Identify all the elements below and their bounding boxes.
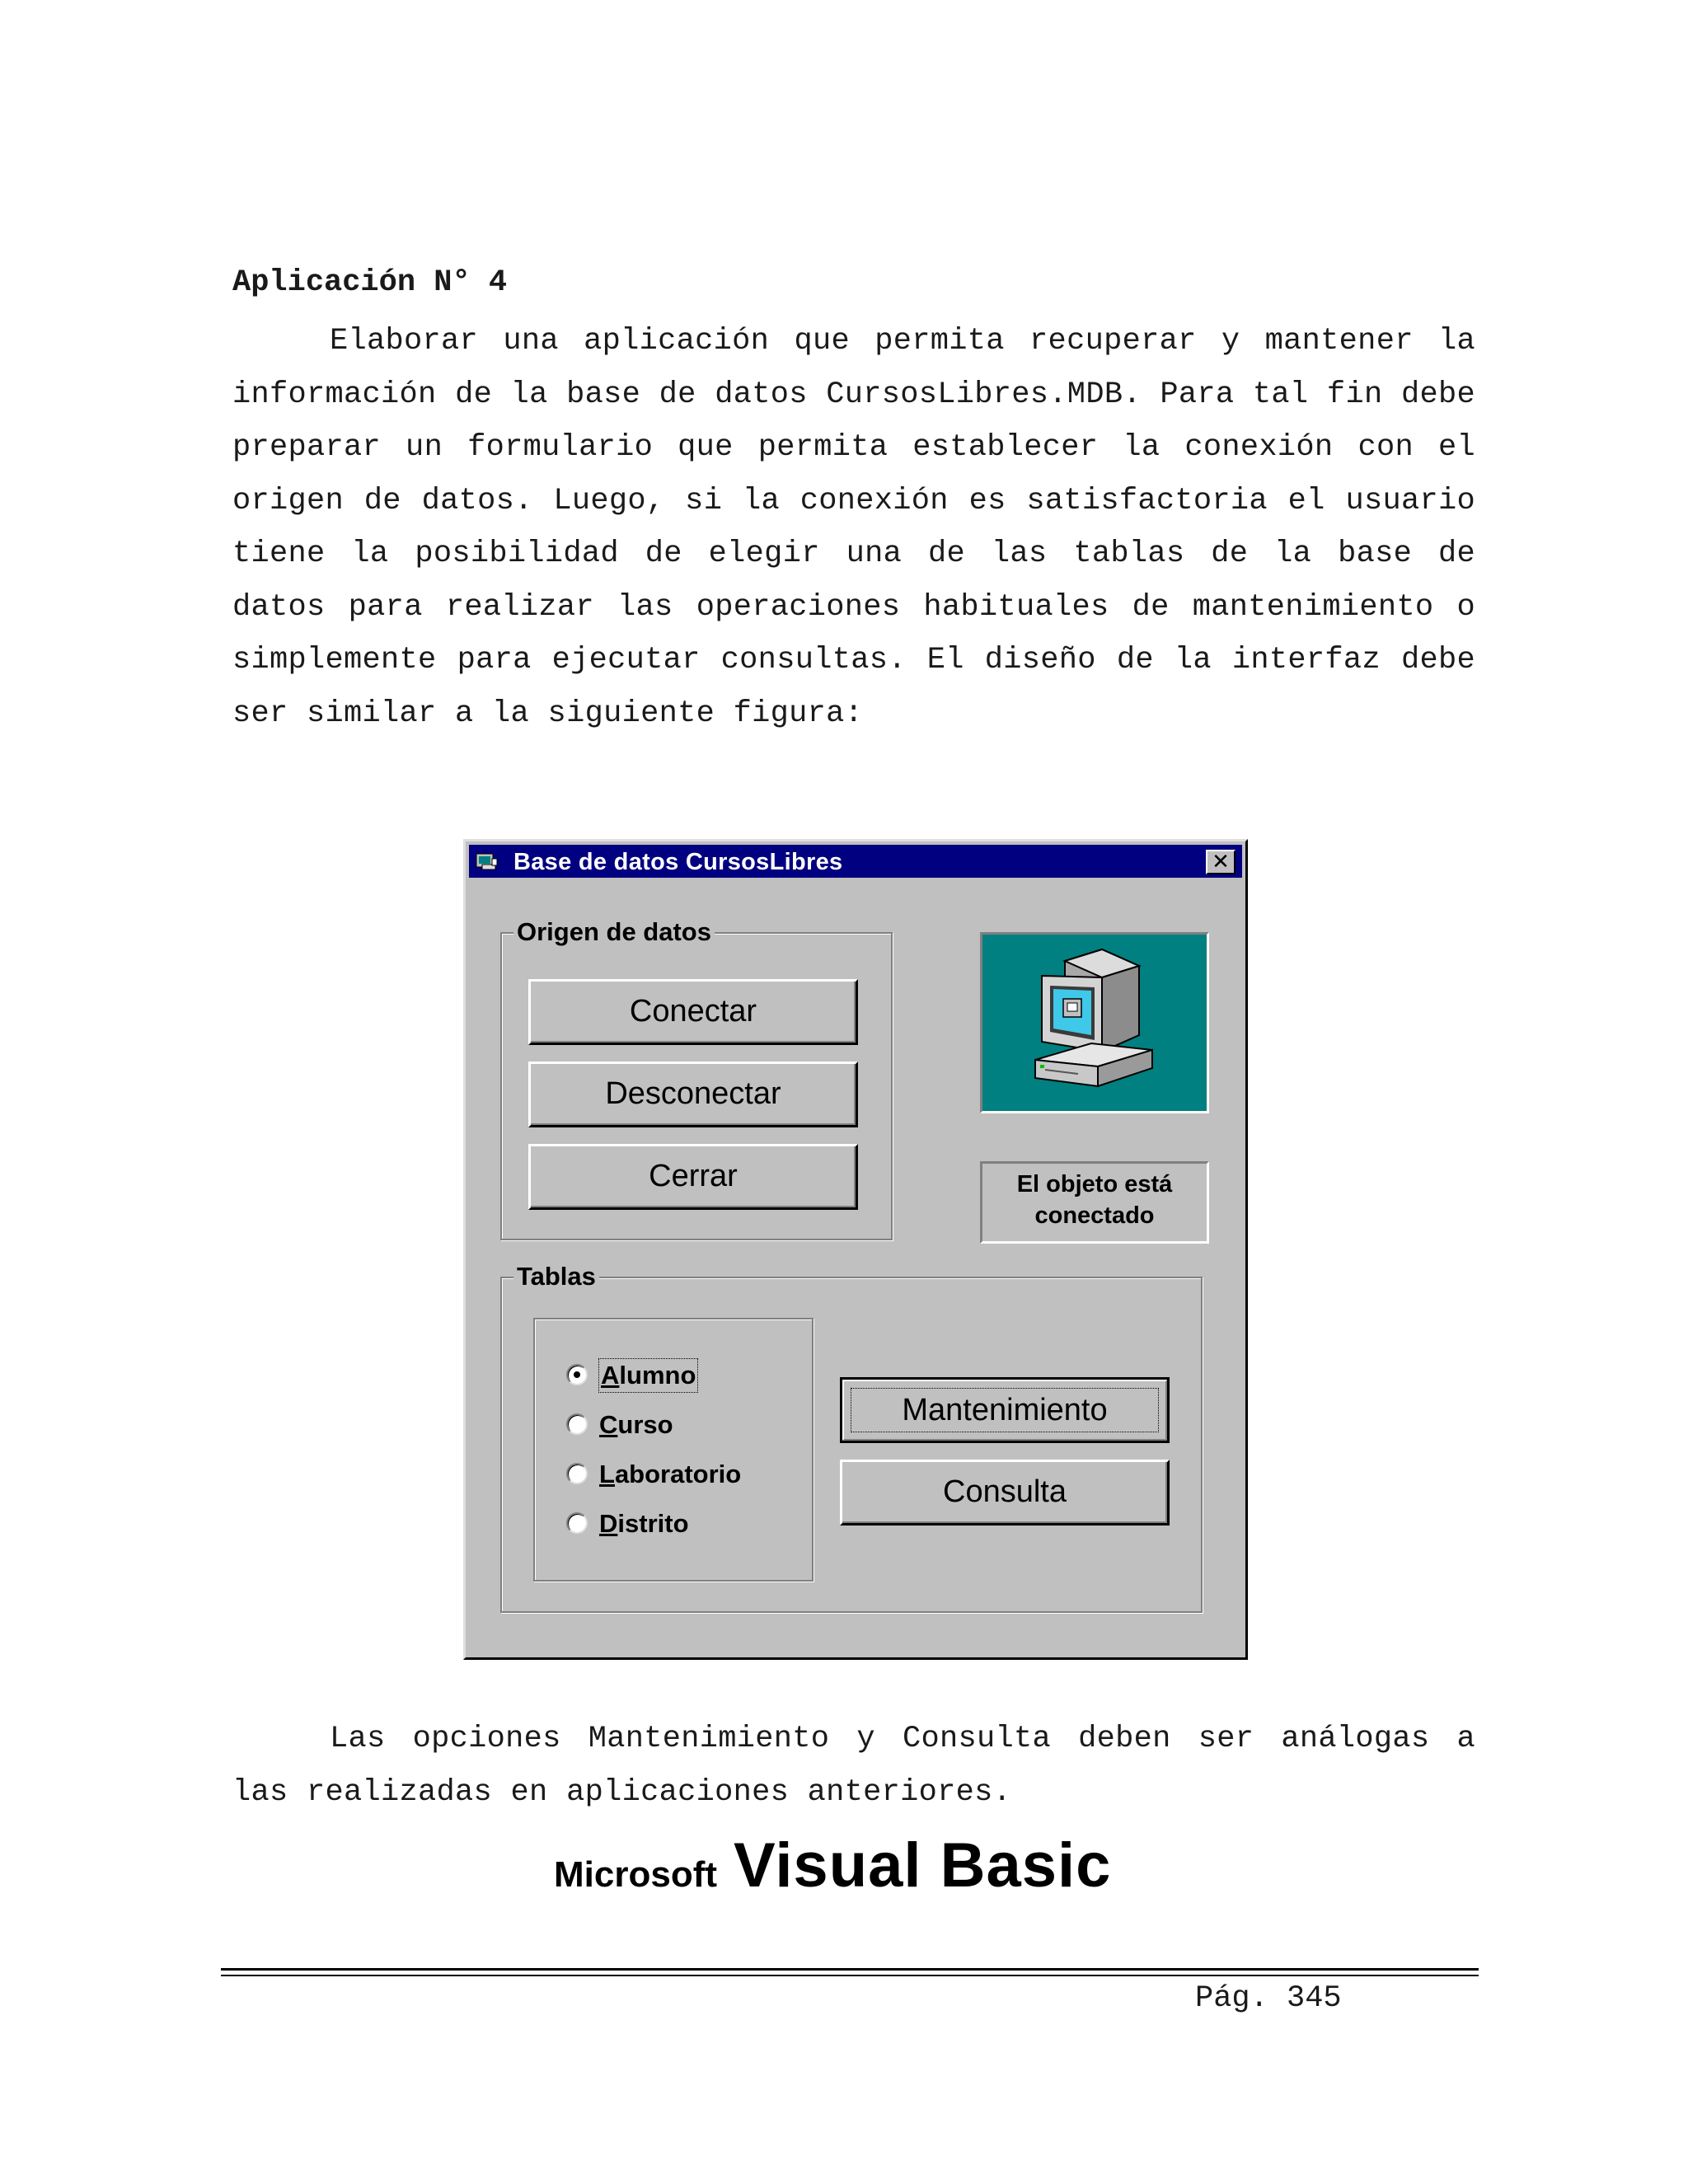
logo-microsoft: Microsoft — [554, 1854, 717, 1895]
window-title: Base de datos CursosLibres — [513, 849, 843, 875]
table-options-frame — [533, 1318, 814, 1582]
tablas-label: Tablas — [513, 1262, 599, 1291]
closing-paragraph: Las opciones Mantenimiento y Consulta deben ser análogas a las realizadas en aplicaciones anteriores. — [232, 1722, 1475, 1810]
page-number: Pág. 345 — [1195, 1981, 1342, 2016]
desconectar-button[interactable]: Desconectar — [528, 1062, 858, 1127]
logo-visual-basic: Visual Basic — [734, 1830, 1112, 1900]
radio-distrito-label: Distrito — [599, 1509, 689, 1538]
visual-basic-logo — [554, 1830, 1111, 1901]
consulta-button[interactable]: Consulta — [840, 1460, 1170, 1526]
radio-curso-label: Curso — [599, 1410, 673, 1439]
radio-unselected-icon — [566, 1512, 588, 1534]
footer-rule — [221, 1968, 1479, 1971]
status-line-1: El objeto está — [1016, 1171, 1173, 1197]
computer-icon — [1032, 944, 1156, 1101]
title-bar[interactable] — [469, 845, 1242, 878]
radio-laboratorio-label: Laboratorio — [599, 1460, 742, 1488]
connection-status-label — [980, 1161, 1209, 1244]
tablas-frame — [500, 1262, 1203, 1613]
radio-selected-icon — [566, 1364, 588, 1385]
status-line-2: conectado — [1034, 1202, 1155, 1229]
close-icon: ✕ — [1212, 849, 1230, 874]
mantenimiento-button[interactable] — [840, 1377, 1170, 1443]
cerrar-button[interactable]: Cerrar — [528, 1144, 858, 1210]
radio-alumno-label: Alumno — [599, 1359, 697, 1392]
origen-de-datos-label: Origen de datos — [513, 917, 715, 947]
dialog-window — [463, 839, 1248, 1660]
section-heading: Aplicación N° 4 — [232, 265, 508, 300]
origen-de-datos-frame — [500, 917, 893, 1240]
connection-picture — [980, 932, 1209, 1113]
intro-paragraph: Elaborar una aplicación que permita recuperar y mantener la información de la base de datos CursosLibres.MDB. Para tal fin debe preparar un formulario que permita establecer la conexión con el origen de datos. Luego, si la conexión es satisfactoria el usuario tiene la posibilidad de elegir una de las tablas de la base de datos para realizar las operaciones habituales de mantenimiento o simplemente para ejecutar consultas. El diseño de la interfaz debe ser similar a la siguiente figura: — [232, 324, 1475, 731]
footer-rule-thin — [221, 1975, 1479, 1976]
conectar-button[interactable]: Conectar — [528, 979, 858, 1045]
radio-unselected-icon — [566, 1463, 588, 1484]
app-window-icon — [476, 851, 499, 871]
radio-unselected-icon — [566, 1413, 588, 1435]
close-button[interactable] — [1206, 850, 1236, 874]
mantenimiento-label: Mantenimiento — [851, 1388, 1159, 1432]
